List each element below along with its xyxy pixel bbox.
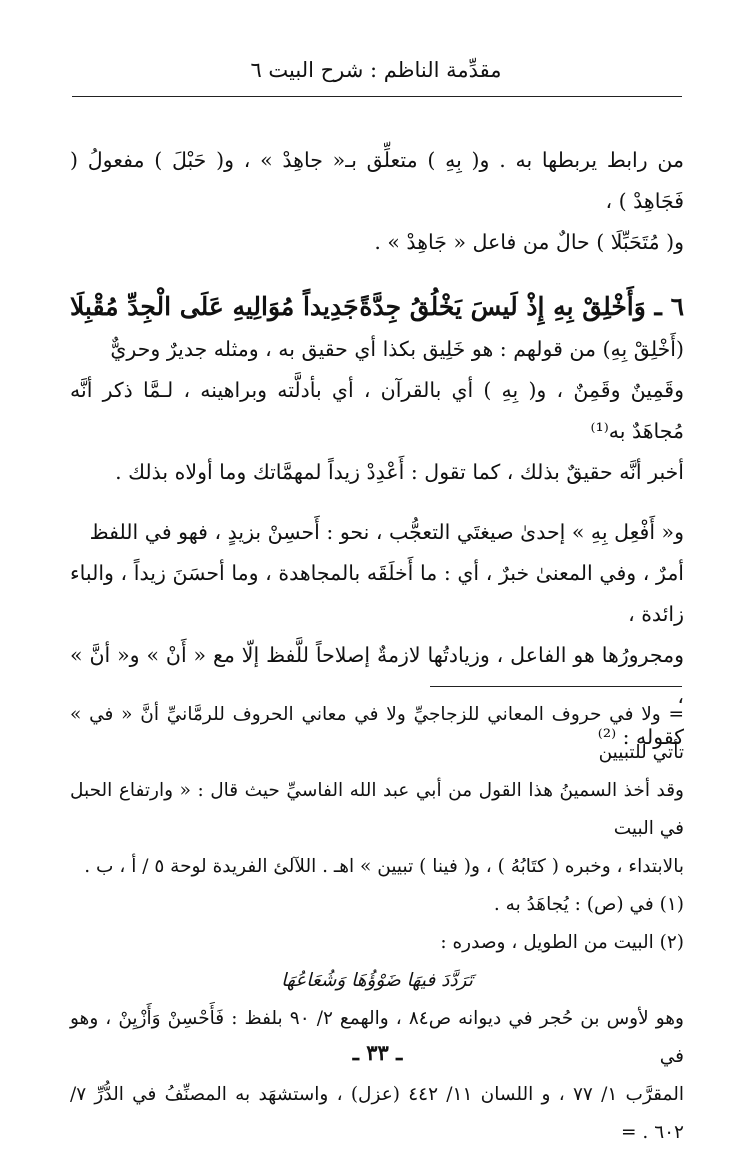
footnote-1: (١) في (ص) : يُجاهَدُ به . (493, 894, 684, 915)
spacer (70, 263, 684, 282)
spacer (70, 493, 684, 512)
footnote-continuation-line3: بالابتداء ، وخبره ( كتَابُهُ ) ، و( فينا ) تبيين » اهـ . اللآلئ الفريدة لوحة ٥ / أ ، ب . (84, 856, 684, 877)
paragraph3-line1: و« أَفْعِل بِهِ » إحدىٰ صيغتَي التعجُّب ، نحو : أَحسِنْ بزيدٍ ، فهو في اللفظ (89, 520, 684, 544)
running-head: مقدِّمة الناظم : شرح البيت ٦ (250, 58, 502, 82)
footnote-2-line2: المقرَّب ١/ ٧٧ ، و اللسان ١١/ ٤٤٢ (عزل) ، واستشهَد به المصنِّفُ في الدُّرِّ ٧/ ٦٠٢ . = (70, 1084, 684, 1143)
paragraph3-line3: ومجرورُها هو الفاعل ، وزيادتُها لازمةٌ إصلاحاً للَّفظ إلّا مع « أَنْ » و« أنَّ » ، (70, 643, 684, 708)
verse-first-hemistich: ٦ ـ وَأَخْلِقْ بِهِ إِذْ لَيسَ يَخْلُقُ جِدَّةً (359, 292, 684, 321)
footnote-2-verse: تَرَدَّدَ فيهَا ضَوْؤُهَا وَشُعَاعُهَا (281, 970, 473, 991)
verse-line (70, 286, 684, 327)
footnote-continuation-line1: = ولا في حروف المعاني للزجاجيِّ ولا في معاني الحروف للرمَّانيِّ أنَّ « في » تأتي للتبيين (70, 704, 684, 763)
paragraph3-line2: أمرٌ ، وفي المعنىٰ خبرٌ ، أي : ما أَخلَقَه بالمجاهدة ، وما أحسَنَ زيداً ، والباء زائدة ، (70, 561, 684, 626)
main-text (70, 140, 684, 758)
footnote-2-intro: (٢) البيت من الطويل ، وصدره : (440, 932, 684, 953)
page-number: ـ ٣٣ ـ (352, 1040, 403, 1065)
footnotes (70, 696, 684, 1152)
header-rule (72, 96, 682, 97)
paragraph1-line1: من رابط يربطها به . و( بِهِ ) متعلِّق بـ« جاهِدْ » ، و( حَبْلَ ) مفعولُ ( فَجَاهِدْ ) ، (70, 148, 684, 213)
paragraph2-line3: أخبر أنَّه حقيقٌ بذلك ، كما تقول : أَعْدِدْ زيداً لمهمَّاتك وما أولاه بذلك . (115, 460, 684, 484)
paragraph2-line1: (أَخْلِقْ بِهِ) من قولهم : هو خَلِيق بكذا أي حقيق به ، ومثله جديرٌ وحريٌّ (110, 337, 684, 361)
verse-second-hemistich: جَدِيداً مُوَالِيهِ عَلَى الْجِدِّ مُقْبِلَا (70, 292, 359, 321)
footnote-2-line1: وهو لأوس بن حُجر في ديوانه ص٨٤ ، والهمع ٢/ ٩٠ بلفظ : فَأَحْسِنْ وَأَزْيِنْ ، وهو في (70, 1008, 684, 1067)
paragraph3-line4: كقوله : ⁽²⁾ (597, 725, 684, 749)
paragraph2-line2: وقَمِينٌ وقَمِنٌ ، و( بِهِ ) أي بالقرآن ، أي بأدلَّته وبراهينه ، لـمَّا ذكر أنَّه مُجاهَدٌ به⁽¹⁾ (70, 378, 684, 443)
footnote-continuation-line2: وقد أخذ السمينُ هذا القول من أبي عبد الله الفاسيِّ حيث قال : « وارتفاع الحبل في البيت (70, 780, 684, 839)
paragraph1-line2: و( مُتَحَبِّلَا ) حالٌ من فاعل « جَاهِدْ » . (374, 230, 684, 254)
footnote-rule (430, 686, 682, 687)
